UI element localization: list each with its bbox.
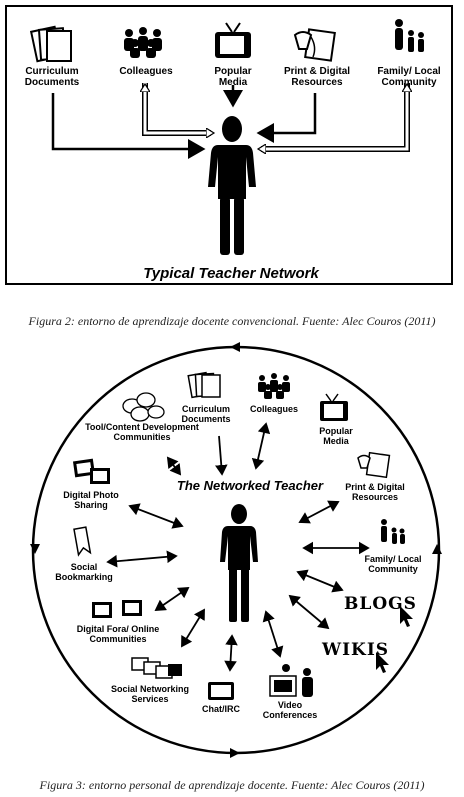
node-label-chat-irc: Chat/IRC [202,704,240,714]
node-label-tool-content: Tool/Content Development Communities [85,422,199,442]
bookmark-icon [74,527,90,555]
node-label-family: Family/ Local Community [364,554,422,574]
chat-icon [208,682,234,700]
tv-icon [320,394,348,421]
node-label-curriculum: Curriculum Documents [24,66,80,88]
computers-icon [92,600,142,618]
node-label-popular-media: Popular Media [214,66,252,88]
tv-icon [215,23,251,58]
video-conference-icon [270,664,313,697]
node-label-social-networking: Social Networking Services [110,684,190,704]
node-label-curriculum: Curriculum Documents [181,404,231,424]
print-digital-icon [358,453,389,478]
person-icon [220,504,258,622]
node-label-digital-fora: Digital Fora/ Online Communities [76,624,160,644]
speech-bubbles-icon [123,393,164,421]
family-icon [395,19,424,52]
family-icon [381,519,405,544]
node-label-colleagues: Colleagues [119,66,173,77]
figure-caption-3: Figura 3: entorno personal de aprendizaje docente. Fuente: Alec Couros (2011) [39,778,425,792]
node-label-print-digital: Print & Digital Resources [283,66,351,88]
figure-caption-2: Figura 2: entorno de aprendizaje docente convencional. Fuente: Alec Couros (2011) [28,314,436,328]
photos-icon [73,459,110,484]
networked-teacher-title: The Networked Teacher [176,478,324,493]
network-computers-icon [132,658,182,678]
documents-icon [188,373,220,398]
people-group-icon [124,27,162,58]
node-label-popular-media: Popular Media [319,426,353,446]
person-icon [208,116,256,255]
node-label-digital-photo-sharing: Digital Photo Sharing [63,490,119,510]
people-group-icon [258,373,290,399]
blogs-label: BLOGS [344,594,417,614]
typical-teacher-network-panel [5,5,453,285]
node-label-video-conferences: Video Conferences [262,700,318,720]
diagram-title: Typical Teacher Network [143,265,319,282]
networked-teacher-panel [0,340,464,770]
typical-network-diagram [7,7,455,287]
print-digital-icon [295,29,335,60]
node-label-family: Family/ Local Community [377,66,441,88]
wikis-label: WIKIS [322,640,390,660]
documents-icon [31,27,71,61]
node-label-social-bookmarking: Social Bookmarking [55,562,113,582]
node-label-print-digital: Print & Digital Resources [345,482,405,502]
node-label-colleagues: Colleagues [249,404,298,414]
